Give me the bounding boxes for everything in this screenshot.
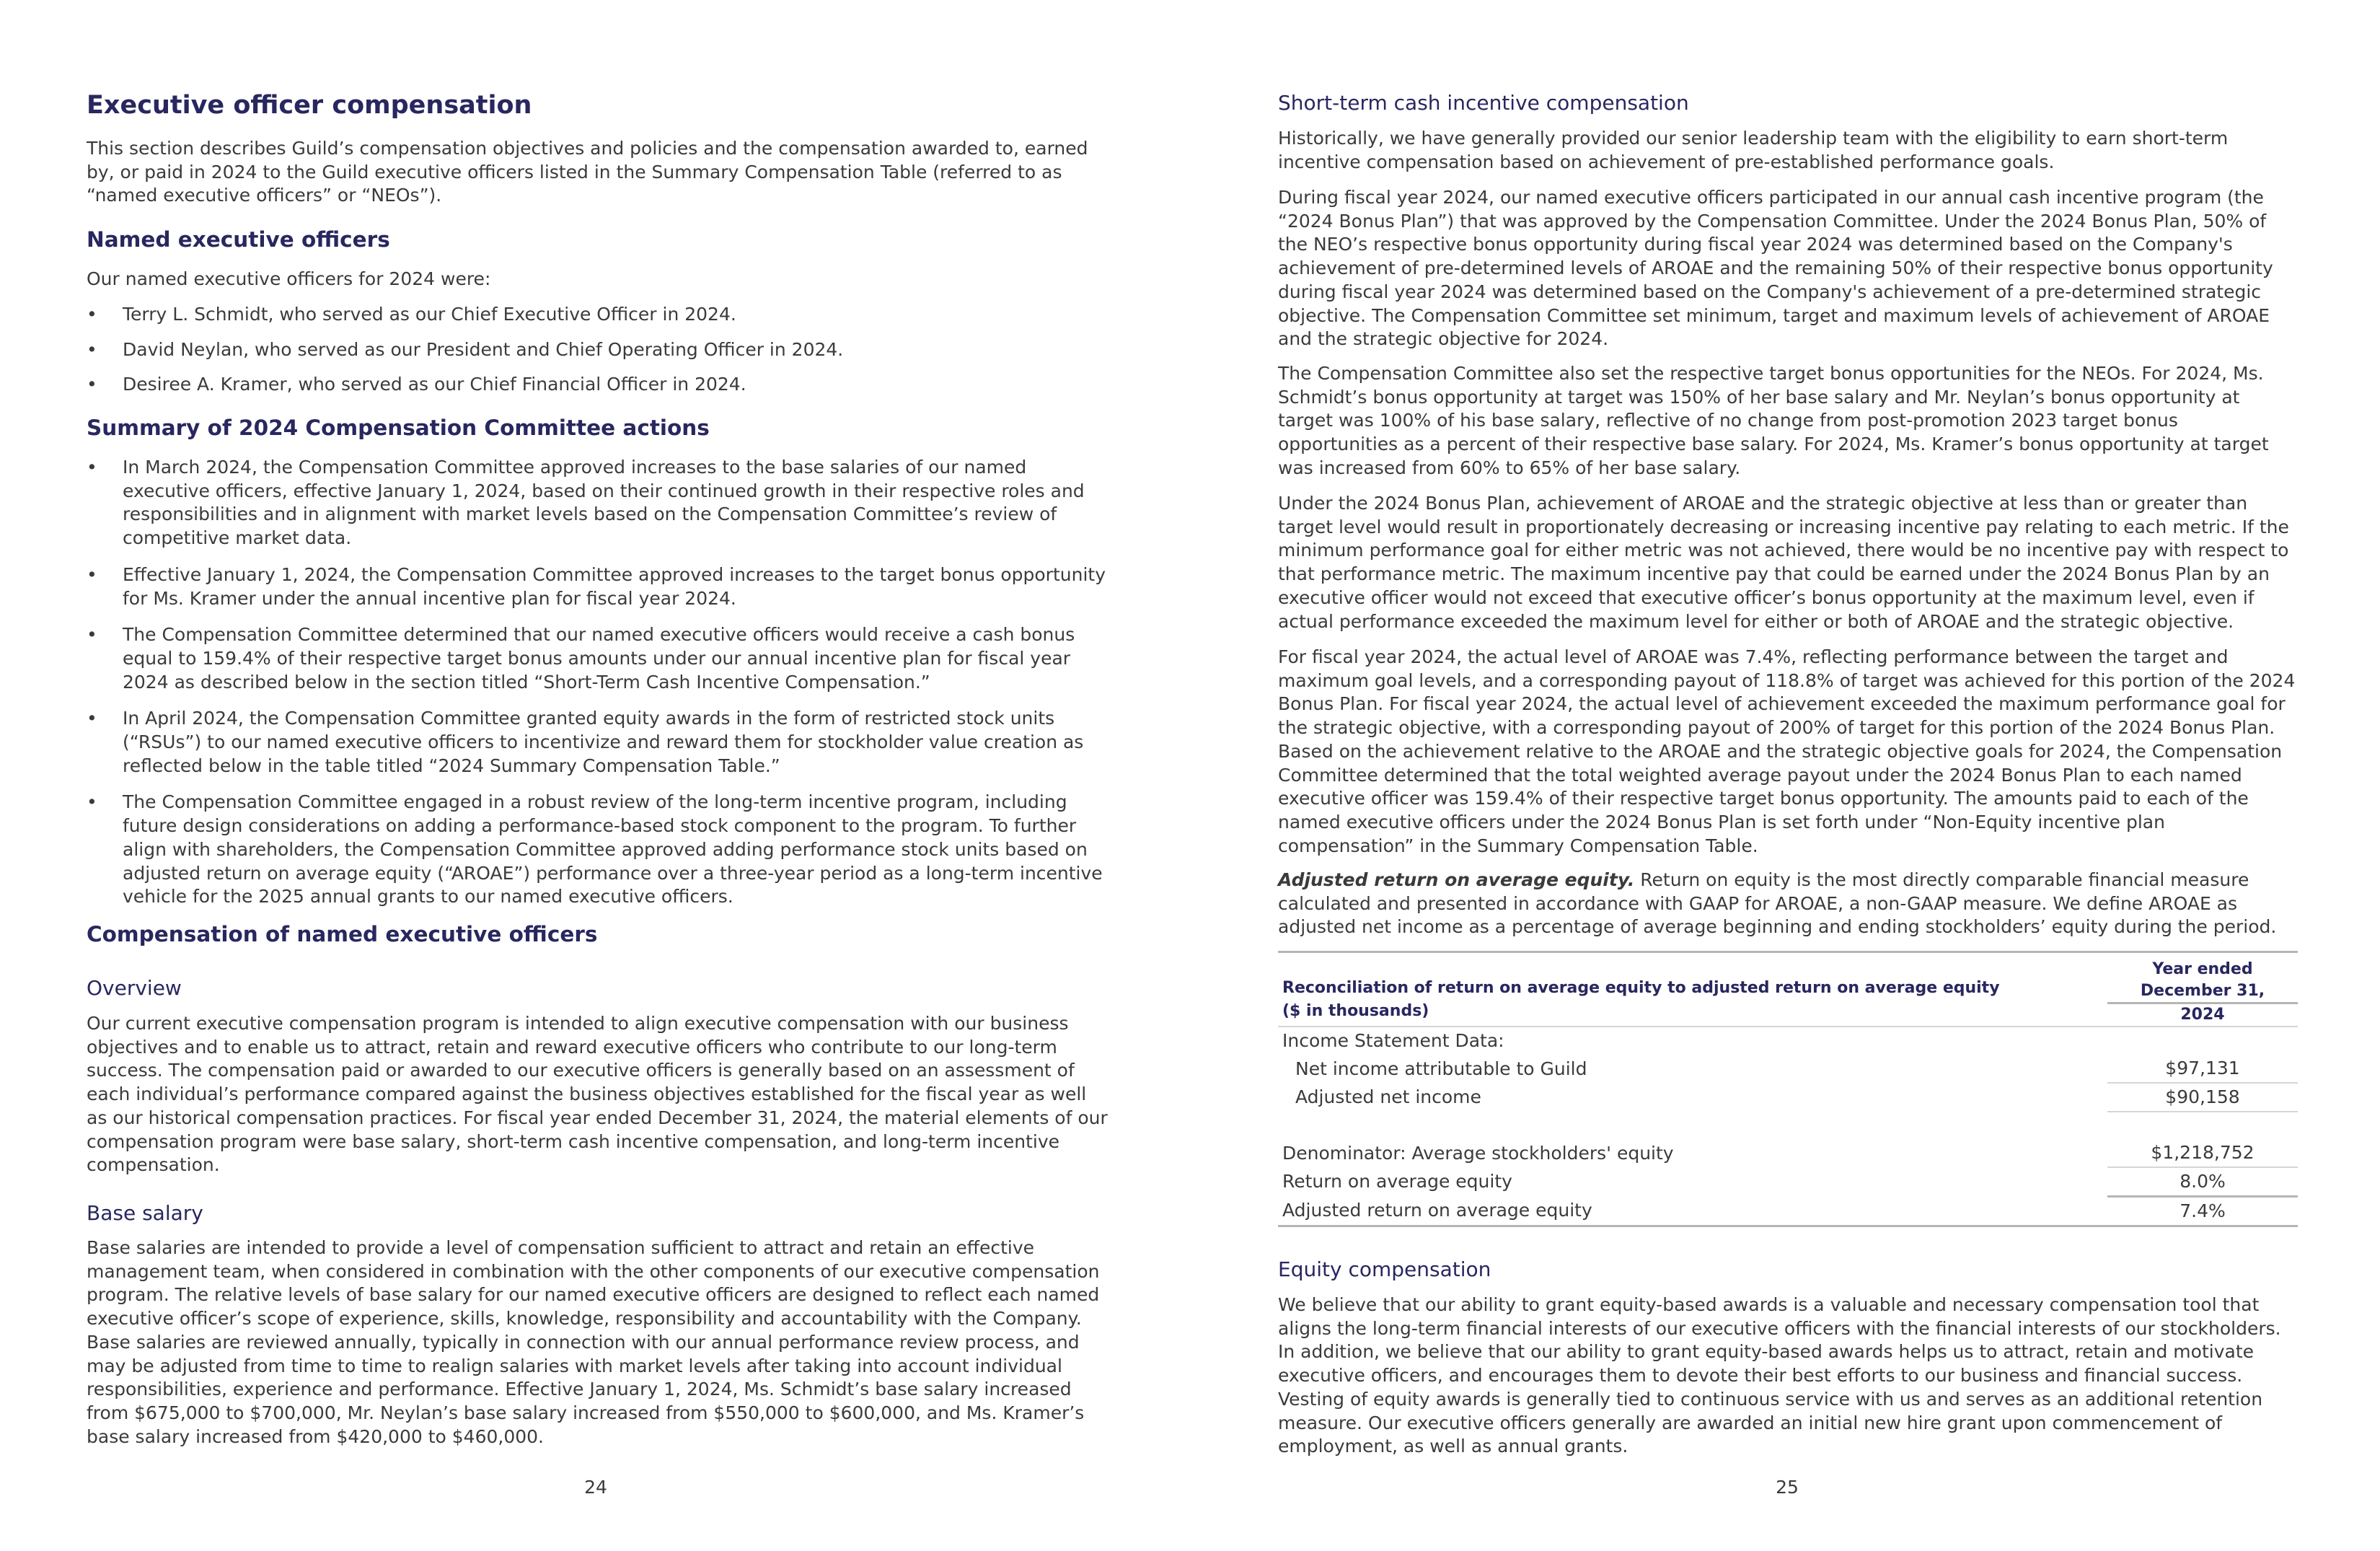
table-row <box>1278 1139 2298 1167</box>
list-item: • The Compensation Committee engaged in a robust review of the long-term incentive program, including future design considerations on adding a performance-based stock component to the program. To further align with shareholders, the Compensation Committee approved adding performance stock units based on adjusted return on average equity (“AROAE”) performance over a three-year period as a long-term incentive vehicle for the 2025 annual grants to our named executive officers. <box>87 791 1103 908</box>
table-row <box>1278 1055 2298 1083</box>
bullet-icon: • <box>87 708 97 729</box>
table-header-row <box>1278 953 2298 1003</box>
reconciliation-table-container <box>1278 951 2298 1227</box>
bullet-icon: • <box>87 563 97 585</box>
compensation-heading: Compensation of named executive officers <box>87 922 598 946</box>
page-number-right: 25 <box>1776 1477 1799 1498</box>
list-item: • In March 2024, the Compensation Committee approved increases to the base salaries of our named executive officers, effective January 1, 2024, based on their continued growth in their respective roles and responsibilities and in alignment with market levels based on the Compensation Committee’s review of competitive market data. <box>87 457 1085 549</box>
stci-paragraph-1: Historically, we have generally provided our senior leadership team with the eligibility to earn short-term incentive compensation based on achievement of pre-established performance goals. <box>1278 128 2229 172</box>
row-label: Net income attributable to Guild <box>1295 1058 1587 1079</box>
list-item: • In April 2024, the Compensation Committee granted equity awards in the form of restricted stock units (“RSUs”) to our named executive officers to incentivize and reward them for stockholder value creation as reflected below in the table titled “2024 Summary Compensation Table.” <box>87 708 1084 776</box>
row-label: Return on average equity <box>1282 1171 1512 1192</box>
bullet-icon: • <box>87 624 97 646</box>
reconciliation-table <box>1278 953 2298 1227</box>
list-item: • The Compensation Committee determined that our named executive officers would receive a cash bonus equal to 159.4% of their respective target bonus amounts under our annual incentive plan for fiscal year 2024 as described below in the section titled “Short-Term Cash Incentive Compensation.” <box>87 624 1075 693</box>
stci-paragraph-3: The Compensation Committee also set the respective target bonus opportunities for the NEOs. For 2024, Ms. Schmidt’s bonus opportunity at target was 150% of her base salary and Mr. Neylan’s bonus opportunity at target was 100% of his base salary, reflective of no change from post-promotion 2023 target bonus opportunities as a percent of their respective base salary. For 2024, Ms. Kramer’s bonus opportunity at target was increased from 60% to 65% of her base salary. <box>1278 363 2269 478</box>
stci-paragraph-2: During fiscal year 2024, our named executive officers participated in our annual cash incentive program (the “2024 Bonus Plan”) that was approved by the Compensation Committee. Under the 2024 Bonus Plan, 50% of the NEO’s respective bonus opportunity during fiscal year 2024 was determined based on the Company's achievement of pre-determined levels of AROAE and the remaining 50% of their respective bonus opportunity during fiscal year 2024 was determined based on the Company's achievement of a pre-determined strategic objective. The Compensation Committee set minimum, target and maximum levels of achievement of AROAE and the strategic objective for 2024. <box>1278 187 2273 350</box>
row-label: Denominator: Average stockholders' equity <box>1282 1142 1674 1164</box>
neo-lead: Our named executive officers for 2024 were: <box>87 268 491 289</box>
table-row <box>1278 1167 2298 1197</box>
base-salary-paragraph: Base salaries are intended to provide a level of compensation sufficient to attract and retain an effective management team, when considered in combination with the other components of our executive compensation program. The relative levels of base salary for our named executive officers are designed to reflect each named executive officer’s scope of experience, skills, knowledge, responsibility and accountability with the Company. Base salaries are reviewed annually, typically in connection with our annual performance review process, and may be adjusted from time to time to realign salaries with market levels after taking into account individual responsibilities, experience and performance. Effective January 1, 2024, Ms. Schmidt’s base salary increased from $675,000 to $700,000, Mr. Neylan’s base salary increased from $550,000 to $600,000, and Ms. Kramer’s base salary increased from $420,000 to $460,000. <box>87 1237 1100 1447</box>
overview-paragraph: Our current executive compensation program is intended to align executive compensation with our business objectives and to enable us to attract, retain and reward executive officers who contribute to our long-term success. The compensation paid or awarded to our executive officers is generally based on an assessment of each individual’s performance compared against the business objectives established for the fiscal year as well as our historical compensation practices. For fiscal year ended December 31, 2024, the material elements of our compensation program were base salary, short-term cash incentive compensation, and long-term incentive compensation. <box>87 1013 1108 1176</box>
section-label: Income Statement Data: <box>1282 1030 1504 1051</box>
list-item: • David Neylan, who served as our President and Chief Operating Officer in 2024. <box>87 338 1111 362</box>
row-value: $90,158 <box>2107 1083 2298 1112</box>
aroae-lead: Adjusted return on average equity. <box>1278 869 1635 890</box>
row-label: Adjusted return on average equity <box>1282 1200 1592 1221</box>
bullet-icon: • <box>87 374 97 395</box>
neo-heading: Named executive officers <box>87 227 390 252</box>
bullet-icon: • <box>87 304 97 325</box>
equity-heading: Equity compensation <box>1278 1257 1491 1281</box>
bullet-icon: • <box>87 791 97 813</box>
row-value: 8.0% <box>2107 1167 2298 1197</box>
table-row <box>1278 1027 2298 1055</box>
summary-list <box>87 456 1111 909</box>
list-item: • Effective January 1, 2024, the Compensation Committee approved increases to the target bonus opportunity for Ms. Kramer under the annual incentive plan for fiscal year 2024. <box>87 563 1106 609</box>
list-item: • Desiree A. Kramer, who served as our Chief Financial Officer in 2024. <box>87 373 1111 397</box>
intro-paragraph: This section describes Guild’s compensation objectives and policies and the compensation awarded to, earned by, or paid in 2024 to the Guild executive officers listed in the Summary Compensation Table (referred to as “named executive officers” or “NEOs”). <box>87 138 1088 206</box>
summary-heading: Summary of 2024 Compensation Committee actions <box>87 416 710 440</box>
stci-paragraph-5: For fiscal year 2024, the actual level of AROAE was 7.4%, reflecting performance between the target and maximum goal levels, and a corresponding payout of 118.8% of target was achieved for this portion of the 2024 Bonus Plan. For fiscal year 2024, the actual level of achievement exceeded the maximum performance goal for the strategic objective, with a corresponding payout of 200% of target for this portion of the 2024 Bonus Plan. Based on the achievement relative to the AROAE and the strategic objective goals for 2024, the Compensation Committee determined that the total weighted average payout under the 2024 Bonus Plan to each named executive officer was 159.4% of their respective target bonus opportunity. The amounts paid to each of the named executive officers under the 2024 Bonus Plan is set forth under “Non-Equity incentive plan compensation” in the Summary Compensation Table. <box>1278 646 2296 856</box>
row-value: 7.4% <box>2180 1200 2226 1221</box>
bullet-icon: • <box>87 457 97 478</box>
stci-heading: Short-term cash incentive compensation <box>1278 91 1689 115</box>
neo-list <box>87 303 1111 397</box>
table-row <box>1278 1083 2298 1112</box>
spacer-row <box>1278 1112 2298 1139</box>
table-title: Reconciliation of return on average equity to adjusted return on average equity ($ in thousands) <box>1282 979 2000 1020</box>
equity-paragraph: We believe that our ability to grant equity-based awards is a valuable and necessary compensation tool that aligns the long-term financial interests of our executive officers with the financial interests of our stockholders. In addition, we believe that our ability to grant equity-based awards helps us to attract, retain and motivate executive officers, and encourages them to devote their best efforts to our business and financial success. Vesting of equity awards is generally tied to continuous service with us and serves as an additional retention measure. Our executive officers generally are awarded an initial new hire grant upon commencement of employment, as well as annual grants. <box>1278 1294 2281 1457</box>
overview-heading: Overview <box>87 976 182 1000</box>
base-salary-heading: Base salary <box>87 1201 203 1225</box>
stci-paragraph-4: Under the 2024 Bonus Plan, achievement of AROAE and the strategic objective at less than or greater than target level would result in proportionately decreasing or increasing incentive pay relating to each metric. If the minimum performance goal for either metric was not achieved, there would be no incentive pay with respect to that performance metric. The maximum incentive pay that could be earned under the 2024 Bonus Plan by an executive officer would not exceed that executive officer’s bonus opportunity at the maximum level, even if actual performance exceeded the maximum level for either or both of AROAE and the strategic objective. <box>1278 493 2289 632</box>
page-title: Executive officer compensation <box>87 91 532 120</box>
column-header-year: 2024 <box>2180 1006 2225 1024</box>
table-row <box>1278 1197 2298 1226</box>
bullet-icon: • <box>87 338 97 360</box>
row-label: Adjusted net income <box>1295 1086 1481 1107</box>
page-number-left: 24 <box>584 1477 607 1498</box>
list-item: • Terry L. Schmidt, who served as our Chief Executive Officer in 2024. <box>87 303 1111 327</box>
row-value: $1,218,752 <box>2107 1139 2298 1167</box>
column-header-period: Year ended December 31, <box>2107 953 2298 1003</box>
aroae-paragraph: Adjusted return on average equity. Return on equity is the most directly comparable financial measure calculated and presented in accordance with GAAP for AROAE, a non-GAAP measure. We define AROAE as adjusted net income as a percentage of average beginning and ending stockholders’ equity during the period. <box>1278 869 2277 938</box>
row-value: $97,131 <box>2107 1055 2298 1083</box>
